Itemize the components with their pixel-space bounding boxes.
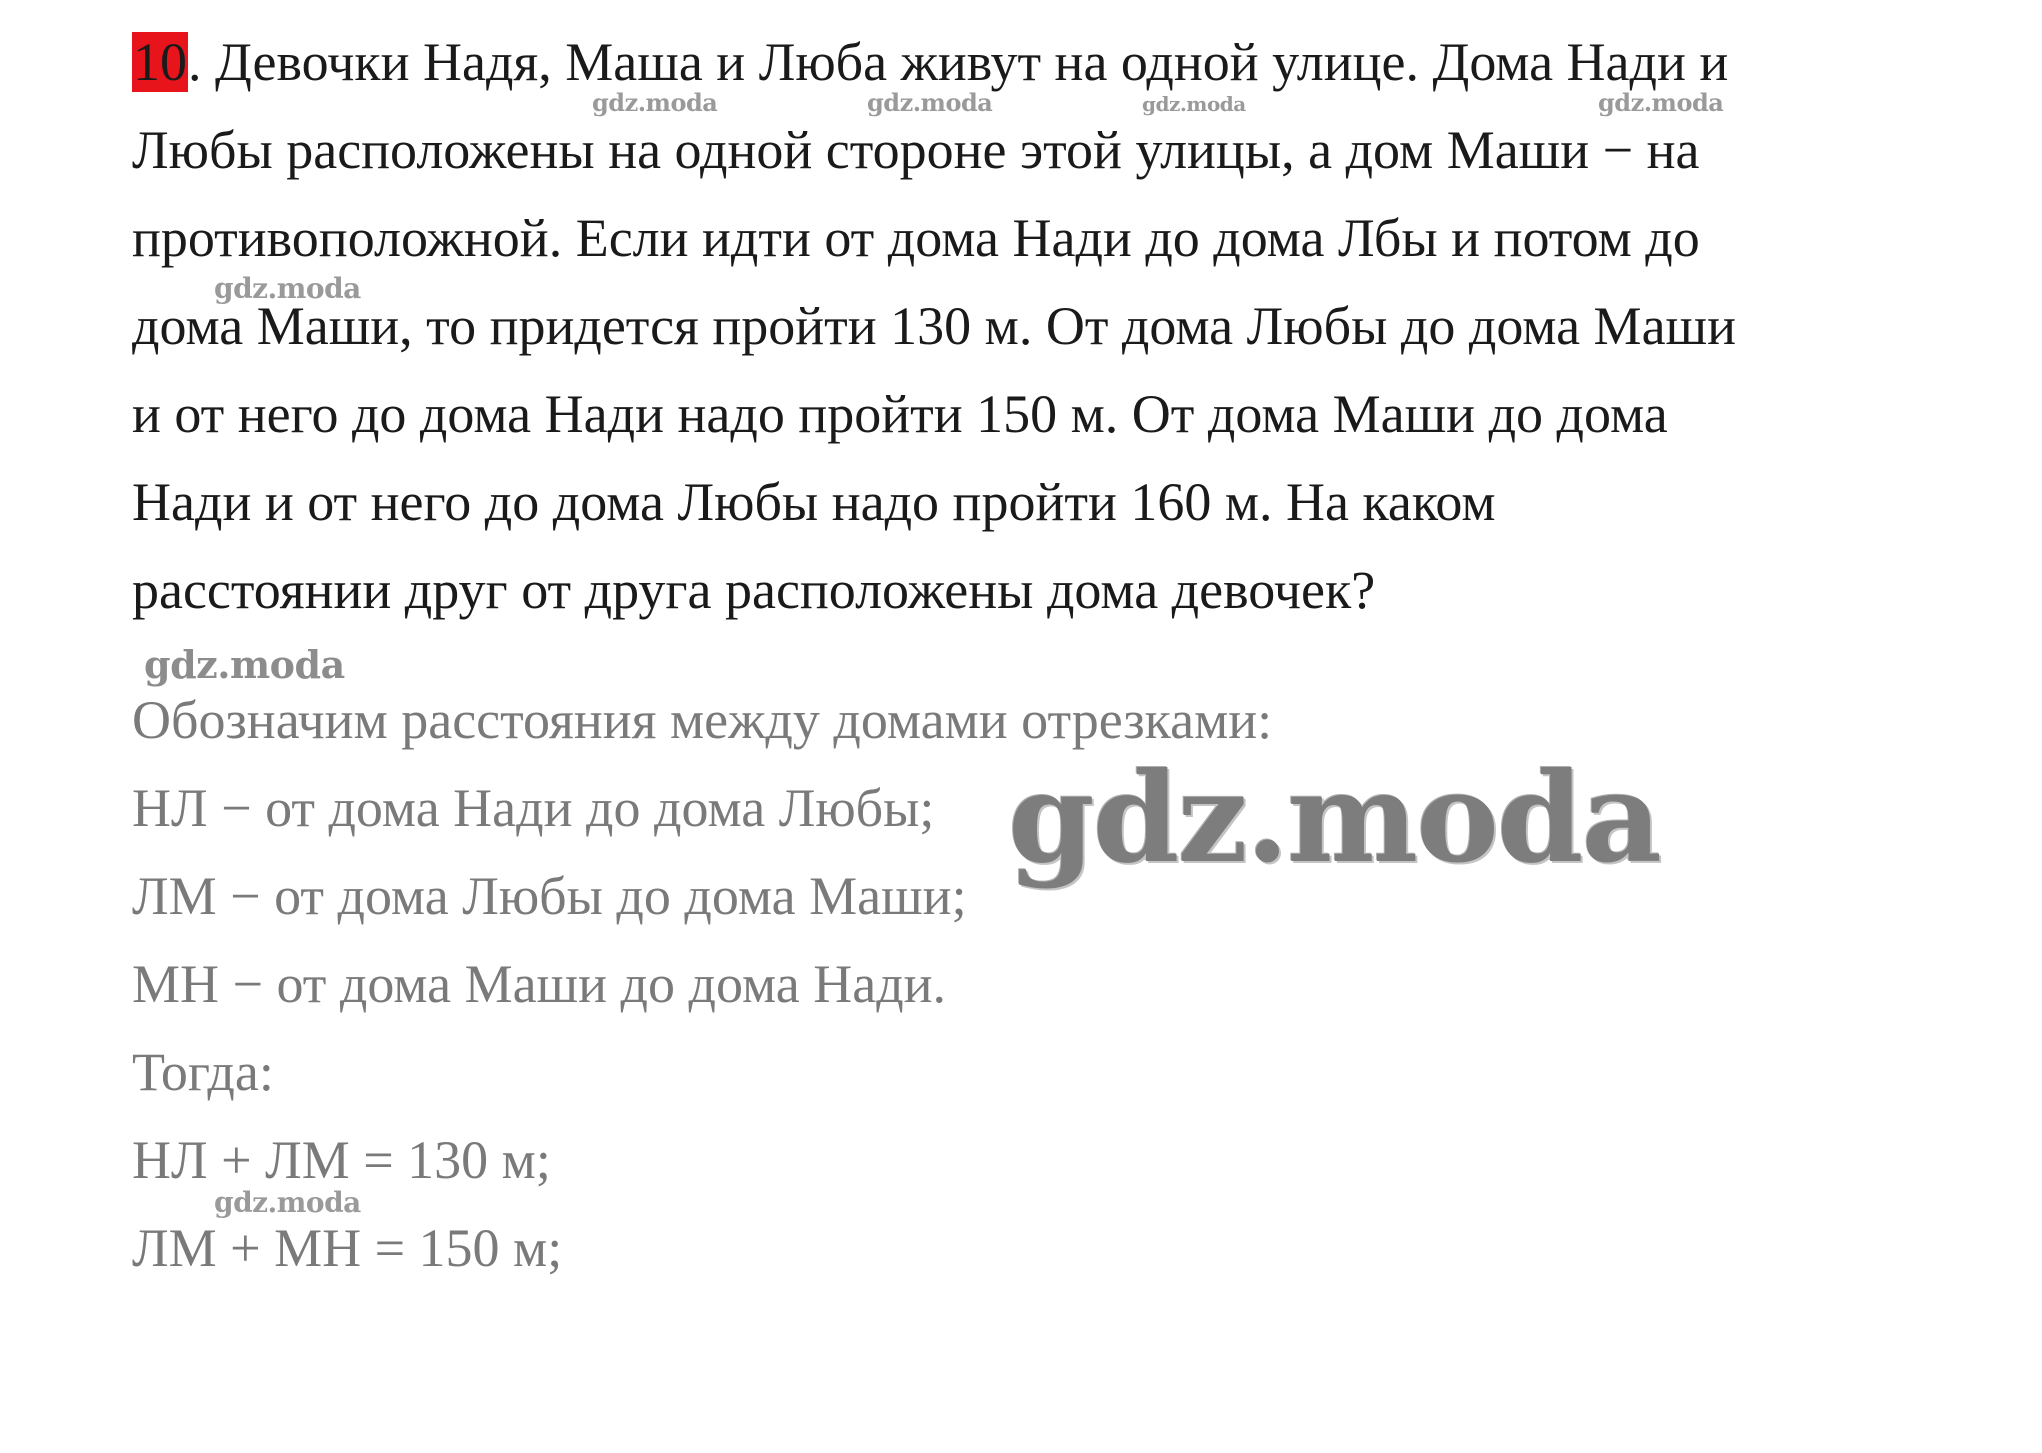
solution-line-7: ЛМ + МН = 150 м;: [132, 1218, 563, 1278]
task-line-1: [132, 30, 1728, 94]
watermark-large: gdz.moda: [1008, 746, 1660, 891]
solution-line-3: ЛМ − от дома Любы до дома Маши;: [132, 866, 967, 926]
task-line-3: противоположной. Если идти от дома Нади до дома Лбы и потом до: [132, 208, 1700, 268]
solution-line-6: НЛ + ЛМ = 130 м;: [132, 1130, 551, 1190]
watermark: gdz.moda: [1598, 88, 1724, 117]
task-number-badge: 10: [133, 32, 187, 92]
solution-line-4: МН − от дома Маши до дома Нади.: [132, 954, 947, 1014]
watermark: gdz.moda: [214, 272, 361, 305]
task-line-text: . Девочки Надя, Маша и Люба живут на одной улице. Дома Нади и: [188, 32, 1729, 92]
task-line-4: дома Маши, то придется пройти 130 м. От дома Любы до дома Маши: [132, 296, 1737, 356]
watermark: gdz.moda: [867, 88, 993, 117]
task-line-5: и от него до дома Нади надо пройти 150 м. От дома Маши до дома: [132, 384, 1668, 444]
solution-line-1: Обозначим расстояния между домами отрезками:: [132, 690, 1273, 750]
watermark: gdz.moda: [592, 88, 718, 117]
watermark: gdz.moda: [144, 642, 345, 687]
task-line-2: Любы расположены на одной стороне этой улицы, а дом Маши − на: [132, 120, 1700, 180]
watermark: gdz.moda: [214, 1186, 361, 1219]
task-line-7: расстоянии друг от друга расположены дома девочек?: [132, 560, 1376, 620]
task-line-6: Нади и от него до дома Любы надо пройти 160 м. На каком: [132, 472, 1496, 532]
watermark: gdz.moda: [1142, 92, 1246, 116]
solution-line-2: НЛ − от дома Нади до дома Любы;: [132, 778, 935, 838]
solution-line-5: Тогда:: [132, 1042, 274, 1102]
